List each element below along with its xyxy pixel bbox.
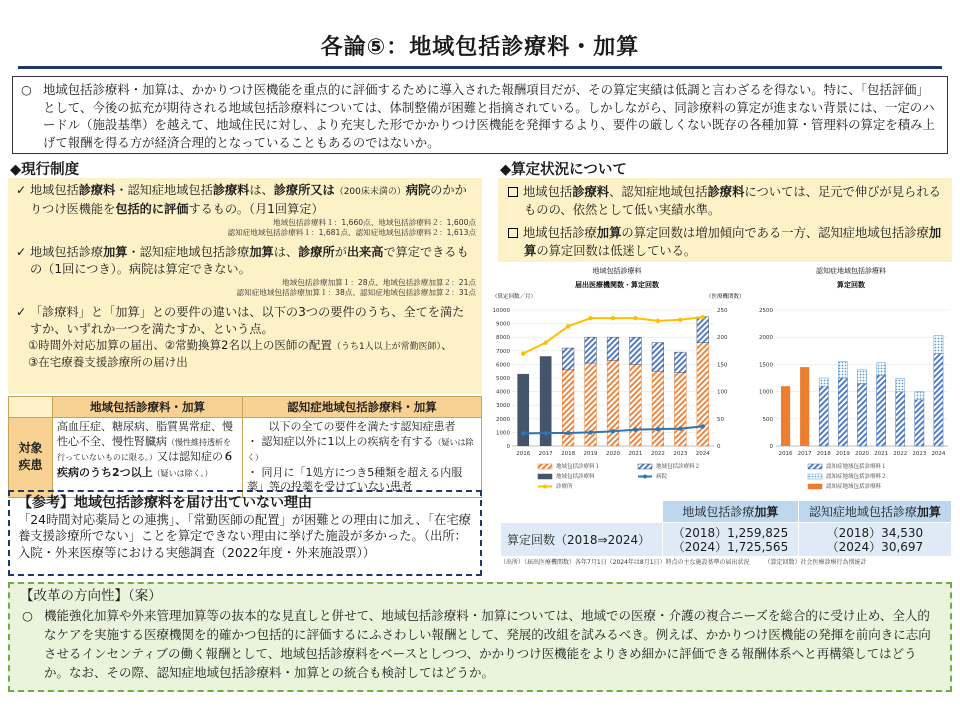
bar — [674, 352, 686, 372]
bar — [857, 370, 866, 384]
y-tick-label: 4000 — [496, 389, 510, 396]
x-tick-label: 2019 — [583, 451, 598, 457]
y-tick-label: 3000 — [496, 403, 510, 410]
bar — [819, 386, 828, 446]
y-tick-label: 1500 — [759, 362, 773, 369]
legend-label: 診療所 — [556, 484, 573, 490]
bar — [697, 343, 709, 446]
line-point — [678, 426, 682, 430]
legend-swatch — [643, 475, 647, 479]
x-tick-label: 2018 — [561, 451, 576, 457]
x-tick-label: 2018 — [816, 451, 831, 457]
bar — [877, 375, 886, 446]
y2-tick-label: 50 — [717, 416, 724, 423]
line-point — [611, 429, 615, 433]
right-axis-label: （医療機関数） — [706, 294, 745, 300]
x-tick-label: 2024 — [695, 451, 710, 457]
bar — [652, 371, 664, 446]
reform-direction-box — [8, 582, 952, 692]
line-point — [566, 431, 570, 435]
x-tick-label: 2023 — [912, 451, 927, 457]
y2-tick-label: 150 — [717, 362, 728, 369]
current-system-heading: ◆現行制度 — [10, 162, 80, 178]
line-point — [656, 319, 660, 323]
legend-swatch — [808, 464, 822, 469]
reform-heading: 【改革の方向性】（案） — [20, 588, 162, 604]
bar — [585, 337, 597, 363]
x-tick-label: 2017 — [797, 451, 812, 457]
y-tick-label: 9000 — [496, 321, 510, 328]
y-tick-label: 2000 — [496, 416, 510, 423]
x-tick-label: 2020 — [855, 451, 869, 457]
x-tick-label: 2017 — [538, 451, 553, 457]
x-tick-label: 2024 — [931, 451, 946, 457]
x-tick-label: 2023 — [673, 451, 688, 457]
y-tick-label: 2500 — [759, 308, 773, 314]
legend-swatch — [538, 464, 552, 469]
y-tick-label: 7000 — [496, 348, 510, 355]
bar — [630, 364, 642, 446]
line-point — [701, 315, 705, 319]
intro-box — [12, 76, 948, 154]
line-point — [588, 430, 592, 434]
intro-text: 地域包括診療料・加算は、かかりつけ医機能を重点的に評価するために導入された報酬項目だが、その算定実績は低調と言わざるを得ない。特に、「包括評価」として、今後の拡充が期待される地域包括診療料については、体制整備が困難と指摘されている。しかしながら、同診療料の算定が進まない背景には、一定のハードル（施設基準）を越えて、地域住民に対し、より充実した形でかかりつけ医機能を発揮するより、要件の厳しくない既存の各種加算・管理料の算定を積み上げて報酬を得る方が経済合理的となっていることもあるのではないか。 — [43, 82, 935, 150]
y2-tick-label: 100 — [717, 389, 728, 396]
legend-label: 認知症地域包括診療料 — [826, 484, 882, 490]
bar — [630, 337, 642, 364]
line-point — [678, 318, 682, 322]
reference-heading: 【参考】地域包括診療料を届け出ていない理由 — [18, 495, 312, 511]
table-header: 地域包括診療料・加算 — [53, 397, 243, 418]
y-tick-label: 500 — [762, 416, 773, 423]
source-note: （出所）（届出医療機関数）各年7月1日（2024年は8月1日）時点の主な施設基準の届出状況 （算定回数）社会医療診療行為別統計 — [500, 559, 867, 566]
page-title: 各論⑤：地域包括診療料・加算 — [320, 35, 640, 60]
table-cell: 以下の全ての要件を満たす認知症患者 ・ 認知症以外に1以上の疾病を有する（疑いは除く） ・ 同月に「1処方につき5種類を超える内服薬」等の投薬を受けていない患者 — [243, 418, 482, 498]
table-cell: 高血圧症、糖尿病、脂質異常症、慢性心不全、慢性腎臓病（慢性維持透析を行っていないものに限る。）又は認知症の６疾病のうち2つ以上（疑いは除く。） — [53, 418, 243, 498]
table-corner — [9, 397, 53, 418]
fee-line: 認知症地域包括診療加算１：38点、認知症地域包括診療加算２：31点 — [236, 288, 476, 297]
chart-community-comprehensive-fee — [488, 262, 746, 502]
table-header: 地域包括診療加算 — [663, 501, 799, 523]
line-point — [588, 316, 592, 320]
circle-bullet-icon: ○ — [21, 82, 32, 97]
left-axis-label: （算定回数／月） — [492, 294, 537, 300]
chart-subtitle: 算定回数 — [837, 281, 865, 289]
x-tick-label: 2022 — [650, 451, 665, 457]
line-point — [543, 431, 547, 435]
chart-title: 地域包括診療料 — [592, 267, 642, 275]
line-point — [633, 427, 637, 431]
legend-label: 認知症地域包括診療料２ — [826, 474, 887, 480]
legend-label: 地域包括診療料 — [556, 474, 595, 480]
y2-tick-label: 250 — [717, 308, 728, 314]
x-tick-label: 2020 — [606, 451, 620, 457]
circle-bullet-icon: ○ — [22, 608, 33, 623]
bar — [652, 343, 664, 372]
table-header: 認知症地域包括診療料・加算 — [243, 397, 482, 418]
line-point — [701, 424, 705, 428]
bar — [857, 383, 866, 446]
legend-label: 病院 — [656, 474, 668, 480]
bullet-3: ✓ 「診療料」と「加算」との要件の違いは、以下の3つの要件のうち、全てを満たすか、いずれか一つを満たすか、という点。 — [16, 305, 465, 336]
bar — [781, 386, 790, 446]
reform-body — [20, 606, 940, 682]
bar — [877, 363, 886, 376]
x-tick-label: 2022 — [893, 451, 908, 457]
y-tick-label: 10000 — [492, 308, 510, 314]
requirement-line: ①時間外対応加算の届出、②常勤換算2名以上の医師の配置（うち1人以上が常勤医師）、 — [28, 338, 453, 352]
y2-tick-label: 200 — [717, 335, 728, 342]
fee-line: 地域包括診療料１：1,660点、地域包括診療料２：1,600点 — [273, 218, 476, 227]
reference-box — [8, 490, 482, 576]
x-tick-label: 2019 — [835, 451, 850, 457]
y-tick-label: 0 — [506, 444, 510, 450]
legend-swatch — [638, 464, 652, 469]
legend-swatch — [808, 474, 822, 479]
check-icon: ✓ — [16, 305, 27, 319]
chart-subtitle: 届出医療機関数・算定回数 — [575, 281, 659, 289]
calculation-count-table — [500, 500, 952, 557]
bar — [800, 367, 809, 446]
bar — [838, 378, 847, 446]
line-point — [566, 324, 570, 328]
legend-label: 地域包括診療料２ — [656, 464, 701, 470]
bar — [674, 373, 686, 446]
row-header: 対象疾患 — [9, 418, 53, 498]
status-heading: ◆算定状況について — [500, 162, 627, 178]
legend-label: 地域包括診療料１ — [556, 464, 601, 470]
check-icon: ✓ — [16, 183, 27, 197]
current-system-panel — [8, 178, 482, 394]
x-tick-label: 2016 — [778, 451, 793, 457]
bar — [562, 348, 574, 370]
bar — [934, 354, 943, 446]
status-point-1: 地域包括診療料、認知症地域包括診療料については、足元で伸びが見られるものの、依然として低い実績水準。 — [508, 184, 942, 219]
fee-line: 地域包括診療加算１：28点、地域包括診療加算２：21点 — [282, 278, 476, 287]
legend-swatch — [538, 474, 552, 479]
x-tick-label: 2021 — [874, 451, 889, 457]
bar — [915, 392, 924, 400]
line-point — [521, 351, 525, 355]
bar — [697, 317, 709, 343]
x-tick-label: 2016 — [516, 451, 531, 457]
x-tick-label: 2021 — [628, 451, 643, 457]
y-tick-label: 0 — [769, 444, 773, 450]
line-point — [633, 316, 637, 320]
line-point — [656, 427, 660, 431]
line-point — [543, 340, 547, 344]
legend-swatch — [543, 485, 547, 489]
y-tick-label: 1000 — [496, 430, 510, 437]
reference-text: 「24時間対応薬局との連携」、「常勤医師の配置」が困難との理由に加え、「在宅療養支援診療所でない」ことを算定できない理由に挙げた施設が多かった。（出所：入院・外来医療等における実態調査（2022年度・外来施設票）） — [18, 512, 471, 560]
table-corner — [501, 501, 663, 523]
bar — [896, 379, 905, 392]
bar — [896, 392, 905, 446]
y-tick-label: 2000 — [759, 335, 773, 342]
row-header: 算定回数（2018⇒2024） — [501, 523, 663, 557]
y-tick-label: 6000 — [496, 362, 510, 369]
legend-label: 認知症地域包括診療料１ — [826, 464, 887, 470]
legend-swatch — [808, 484, 822, 489]
bar — [819, 378, 828, 386]
chart-dementia-comprehensive-fee — [748, 262, 954, 502]
checkbox-square-icon — [508, 228, 518, 238]
chart-title: 認知症地域包括診療料 — [816, 267, 886, 275]
line-point — [521, 431, 525, 435]
requirement-line: ③在宅療養支援診療所の届け出 — [28, 355, 188, 369]
y2-tick-label: 0 — [717, 444, 721, 450]
bar — [838, 362, 847, 378]
bar — [915, 400, 924, 446]
line-point — [611, 316, 615, 320]
table-cell: （2018）1,259,825 （2024）1,725,565 — [663, 523, 799, 557]
bullet-2: ✓ 地域包括診療加算・認知症地域包括診療加算は、診療所が出来高で算定できるもの（1回につき）。病院は算定できない。 — [16, 245, 469, 276]
checkbox-square-icon — [508, 187, 518, 197]
y-tick-label: 1000 — [759, 389, 773, 396]
title-underline — [18, 66, 942, 69]
table-header: 認知症地域包括診療加算 — [798, 501, 951, 523]
fee-line: 認知症地域包括診療料１：1,681点、認知症地域包括診療料２：1,613点 — [227, 228, 476, 237]
target-disease-table — [8, 396, 482, 498]
bar — [934, 336, 943, 354]
reform-text: 機能強化加算や外来管理加算等の抜本的な見直しと併せて、地域包括診療料・加算については、地域での医療・介護の複合ニーズを総合的に受け止め、全人的なケアを実施する医療機関を的確かつ包括的に評価するにふさわしい報酬として、発展的改組を試みるべき。例えば、かかりつけ医機能の発揮を前向きに志向させるインセンティブの働く報酬として、地域包括診療料をベースとしつつ、かかりつけ医機能をよりきめ細かに評価できる報酬体系へと再構築してはどうか。なお、その際、認知症地域包括診療料・加算との統合も検討してはどうか。 — [44, 608, 931, 680]
status-panel — [498, 178, 952, 262]
y-tick-label: 8000 — [496, 335, 510, 342]
status-point-2: 地域包括診療加算の算定回数は増加傾向である一方、認知症地域包括診療加算の算定回数は低迷している。 — [508, 225, 942, 260]
bar — [607, 337, 619, 360]
check-icon: ✓ — [16, 245, 27, 259]
bullet-1: ✓ 地域包括診療料・認知症地域包括診療料は、診療所又は（200床未満の）病院のかかりつけ医機能を包括的に評価するもの。（月1回算定） — [16, 183, 467, 216]
table-cell: （2018）34,530 （2024）30,697 — [798, 523, 951, 557]
y-tick-label: 5000 — [496, 376, 510, 382]
